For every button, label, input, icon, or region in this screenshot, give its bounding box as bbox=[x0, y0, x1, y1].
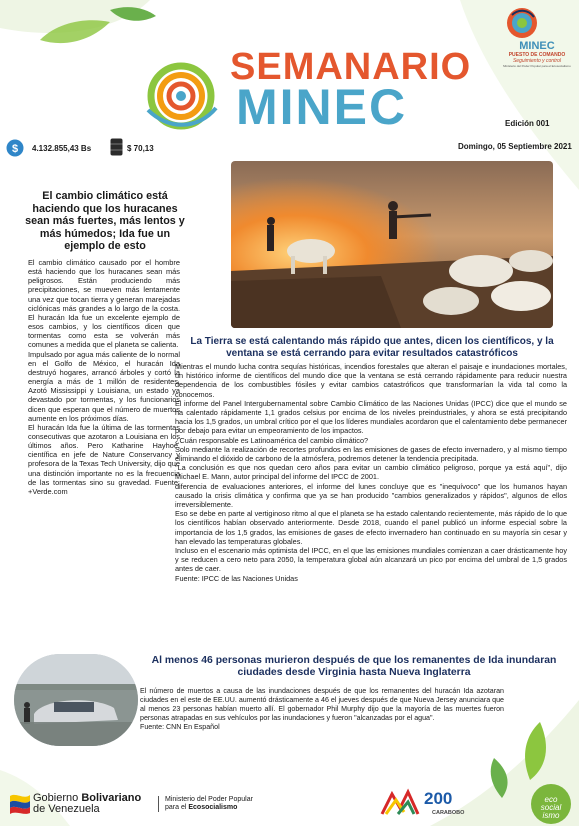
main-article-paragraph: Eso se debe en parte al vertiginoso ritmo al que el planeta se ha estado calentando recientemente, más rápido de lo que los científicos habían observado anteriormente. Desde 2018, cuando el panel publicó un informe especial sobre la importancia de los 1,5 grados, las emisiones de gases de efecto invernadero han continuado en su mayoría sin cesar y han elevado las temperaturas globales. bbox=[175, 509, 567, 546]
main-article-paragraph: El informe del Panel Intergubernamental sobre Cambio Climático de las Naciones Unidas (IPCC) dice que el mundo se ha calentado rápidamente 1,1 grados celsius por encima de los niveles preindustriales, y ahora se está precipitando hacia los 1,5 grados, un umbral crítico por el que los líderes mundiales acordaron que el calentamiento debe permanecer por debajo para evitar un empeoramiento de los impactos. bbox=[175, 398, 567, 436]
left-article-headline: El cambio climático está haciendo que los huracanes sean más fuertes, más lentos y más húmedos; Ida fue un ejemplo de esto bbox=[25, 190, 185, 253]
eco-line3: ismo bbox=[542, 811, 560, 820]
gov-line1-bold: Bolivariano bbox=[81, 792, 142, 804]
main-article-paragraph: diferencia de evaluaciones anteriores, el informe del lunes concluye que es "inequívoco" que los humanos hayan causado la crisis climática y confirma que ya se han producido "cambios generalizados y rápidos", algunos de ellos irreversiblemente. bbox=[175, 481, 567, 510]
minec-side-sub2: Seguimiento y control bbox=[512, 58, 562, 64]
main-article-body bbox=[175, 362, 567, 583]
venezuela-flag-icon bbox=[8, 792, 32, 814]
left-article-paragraph: El cambio climático causado por el hombre está haciendo que los huracanes sean más peligrosos. Están produciendo más precipitaciones, se mueven más lentamente una vez que tocan tierra y generan marejadas ciclónicas más grandes a lo largo de la costa. El huracán Ida fue un excelente ejemplo de esos cambios, y los científicos dicen que tormentas como esta se volverán más comunes a medida que el planeta se calienta. bbox=[28, 258, 180, 350]
minec-side-sub1: PUESTO DE COMANDO bbox=[508, 52, 566, 58]
ministry-line2-bold: Ecosocialismo bbox=[188, 804, 238, 811]
minec-side-logo bbox=[500, 40, 574, 68]
bottom-article-paragraph: El número de muertos a causa de las inundaciones después de que los remanentes del huracán Ida azotaran ciudades en el este de EE.UU. aumentó drásticamente a 46 el jueves después de que Nueva Jersey anunciara que al menos 23 personas habían muerto allí. El gobernador Phil Murphy dijo que la mayoría de las muertes fueron personas atrapadas en sus vehículos por las inundaciones y fueron "alcanzadas por el agua". bbox=[140, 687, 504, 722]
bicentennial-subtitle: CARABOBO bbox=[432, 810, 465, 816]
dollar-rate-value: 4.132.855,43 Bs bbox=[32, 144, 92, 153]
gov-line1-normal: Gobierno bbox=[33, 792, 82, 804]
main-article-paragraph: "La conclusión es que nos quedan cero años para evitar un cambio climático peligroso, porque ya está aquí", dijo Michael E. Mann, autor principal del informe del IPCC de 2001. bbox=[175, 463, 567, 482]
eco-line1: eco bbox=[544, 795, 558, 804]
edition-number: Edición 001 bbox=[505, 119, 550, 128]
ministry-line1: Ministerio del Poder Popular bbox=[165, 796, 253, 803]
dollar-icon bbox=[6, 139, 24, 157]
minec-side-sub3: Ministerio del Poder Popular para el Ecosocialismo bbox=[503, 64, 571, 68]
ministry-line2-normal: para el bbox=[165, 804, 189, 811]
main-article-paragraph: Mientras el mundo lucha contra sequías históricas, incendios forestales que alteran el paisaje e inundaciones mortales, un histórico informe de científicos del mundo dice que la ventana se está cerrando rápidamente para reducir nuestra dependencia de los combustibles fósiles y evitar cambios catastróficos que transformarían la vida tal como la conocemos. bbox=[175, 362, 567, 399]
bicentennial-ornament-icon bbox=[378, 788, 422, 818]
newsletter-title-bottom: MINEC bbox=[236, 79, 408, 135]
wildfire-photo bbox=[231, 161, 553, 328]
left-article-paragraph: El huracán Ida fue la última de las tormentas consecutivas que azotaron a Louisiana en los últimos años. Pero Katharine Hayhoe, científica en jefe de Nature Conservancy y profesora de la Texas Tech University, dijo que una distinción importante no es la frecuencia de las tormentas sino su gravedad. Fuente: +Verde.com bbox=[28, 422, 180, 496]
newsletter-title-top: SEMANARIO bbox=[230, 46, 472, 88]
svg-text:$: $ bbox=[11, 143, 19, 155]
minec-swirl-logo bbox=[138, 60, 224, 132]
publication-date: Domingo, 05 Septiembre 2021 bbox=[458, 142, 572, 151]
flood-photo bbox=[14, 654, 138, 746]
left-article-paragraph: Impulsado por agua más caliente de lo normal en el Golfo de México, el huracán Ida destruyó hogares, arrancó árboles y cortó la energía a más de 1 millón de residentes. Azotó Mississippi y Louisiana, un estado ya devastado por tormentas, y los funcionarios dicen que esperan que el número de muertos aumente en los próximos días. bbox=[28, 349, 180, 423]
gov-line2: de Venezuela bbox=[33, 803, 100, 815]
main-article-source: Fuente: IPCC de las Naciones Unidas bbox=[175, 573, 298, 583]
main-article-paragraph: ¿Cuán responsable es Latinoamérica del cambio climático? bbox=[175, 435, 369, 445]
ecosocialismo-logo bbox=[536, 796, 566, 820]
government-logo-text bbox=[33, 793, 141, 815]
leaf-decoration-top-left bbox=[0, 0, 160, 70]
oil-barrel-icon bbox=[110, 138, 123, 156]
oil-price-value: $ 70,13 bbox=[127, 144, 154, 153]
bicentennial-number: 200 bbox=[424, 789, 453, 808]
main-article-headline: La Tierra se está calentando más rápido que antes, dicen los científicos, y la ventana se está cerrando para evitar resultados catastróficos bbox=[190, 336, 554, 359]
left-article-body bbox=[28, 258, 180, 496]
ministry-logo-text bbox=[158, 796, 253, 812]
main-article-paragraph: Solo mediante la realización de recortes profundos en las emisiones de gases de efecto invernadero, y al mismo tiempo eliminando el dióxido de carbono de la atmósfera, podremos detener la tendencia precipitada. bbox=[175, 444, 567, 464]
minec-side-name: MINEC bbox=[519, 40, 555, 52]
bottom-article-headline: Al menos 46 personas murieron después de que los remanentes de Ida inundaran ciudades desde Virginia hasta Nueva Inglaterra bbox=[151, 655, 557, 678]
minec-emblem-icon bbox=[504, 5, 540, 41]
main-article-paragraph: Incluso en el escenario más optimista del IPCC, en el que las emisiones mundiales comienzan a caer drásticamente hoy y se reducen a cero neto para 2050, la temperatura global aún alcanzará un pico por encima del umbral de 1,5 grados antes de caer. bbox=[175, 546, 567, 574]
bottom-article-body bbox=[140, 687, 504, 732]
bottom-article-source: Fuente: CNN En Español bbox=[140, 722, 220, 731]
eco-line2: social bbox=[540, 803, 562, 812]
